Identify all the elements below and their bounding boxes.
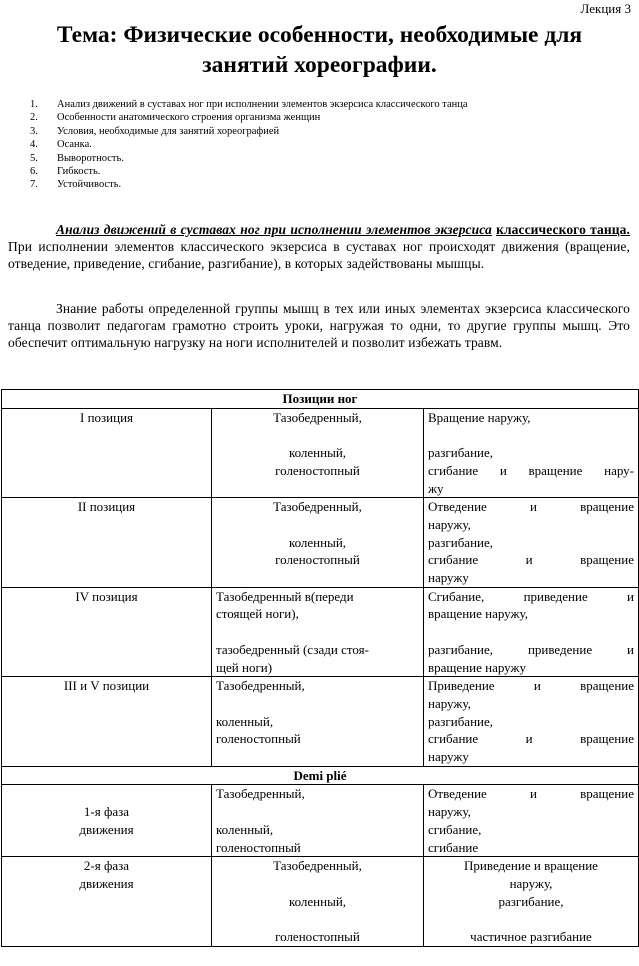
- paragraph-muscle-knowledge: Знание работы определенной группы мышц в тех или иных элементах экзерсиса классического танца позволит педагогам грамотно строить уроки, нагружая то одни, то другие группы мышц. Это обеспечит оптимальную нагрузку на ноги исполнителей и позволит избежать травм.: [8, 301, 630, 350]
- table-row: [2, 857, 639, 947]
- paragraph-joint-analysis: [8, 221, 630, 272]
- topics-list: [30, 98, 468, 192]
- paragraph-body: При исполнении элементов классического экзерсиса в суставах ног происходят движения (вращение, отведение, приведение, сгибание, разгибание), в которых задействованы мышцы.: [8, 239, 630, 271]
- list-item: 5. Выворотность.: [30, 152, 124, 164]
- moves-cell: Приведение и вращение наружу, разгибание, сгибание и вращение наружу: [424, 677, 639, 767]
- moves-cell: Вращение наружу, разгибание, сгибание и вращение нару- жу: [424, 408, 639, 498]
- list-item: 2. Особенности анатомического строения организма женщин: [30, 112, 321, 124]
- table-header-row: [2, 390, 639, 409]
- list-item: 7. Устойчивость.: [30, 179, 122, 191]
- list-item: 3. Условия, необходимые для занятий хореографией: [30, 125, 280, 137]
- position-cell: I позиция: [2, 408, 212, 498]
- joints-cell: Тазобедренный, коленный, голеностопный: [212, 857, 424, 947]
- list-item: 1. Анализ движений в суставах ног при исполнении элементов экзерсиса классического танца: [30, 99, 468, 110]
- list-item: 6. Гибкость.: [30, 166, 101, 178]
- joints-cell: Тазобедренный, коленный, голеностопный: [212, 677, 424, 767]
- table-header-demi-plie: Demi plié: [2, 766, 639, 785]
- moves-cell: Приведение и вращение наружу, разгибание, частичное разгибание: [424, 857, 639, 947]
- table-row: [2, 498, 639, 588]
- paragraph-lead: Анализ движений в суставах ног при исполнении элементов экзерсиса: [56, 222, 492, 237]
- joints-cell: Тазобедренный в(переди стоящей ноги), тазобедренный (сзади стоя- щей ноги): [212, 587, 424, 677]
- title-line-2: занятий хореографии: [202, 52, 431, 78]
- page-title: Тема: Физические особенности, необходимые для занятий хореографии.: [56, 22, 583, 78]
- table-header-row: [2, 766, 639, 785]
- list-item: 4. Осанка.: [30, 139, 92, 151]
- moves-cell: Сгибание, приведение и вращение наружу, разгибание, приведение и вращение наружу: [424, 587, 639, 677]
- moves-cell: Отведение и вращение наружу, разгибание, сгибание и вращение наружу: [424, 498, 639, 588]
- lecture-number: Лекция 3: [580, 1, 631, 16]
- table-header-positions: Позиции ног: [2, 390, 639, 409]
- position-cell: II позиция: [2, 498, 212, 588]
- table-row: [2, 587, 639, 677]
- joints-cell: Тазобедренный, коленный, голеностопный: [212, 408, 424, 498]
- phase-cell: 2-я фаза движения: [2, 857, 212, 947]
- position-cell: III и V позиции: [2, 677, 212, 767]
- joints-cell: Тазобедренный, коленный, голеностопный: [212, 498, 424, 588]
- phase-cell: 1-я фаза движения: [2, 785, 212, 857]
- table-row: [2, 408, 639, 498]
- title-line-1: Тема: Физические особенности, необходимые для: [56, 22, 583, 48]
- paragraph-lead-end: классического танца.: [496, 222, 630, 237]
- moves-cell: Отведение и вращение наружу, сгибание, сгибание: [424, 785, 639, 857]
- table-row: [2, 677, 639, 767]
- position-cell: IV позиция: [2, 587, 212, 677]
- positions-table: [1, 389, 639, 947]
- joints-cell: Тазобедренный, коленный, голеностопный: [212, 785, 424, 857]
- table-row: [2, 785, 639, 857]
